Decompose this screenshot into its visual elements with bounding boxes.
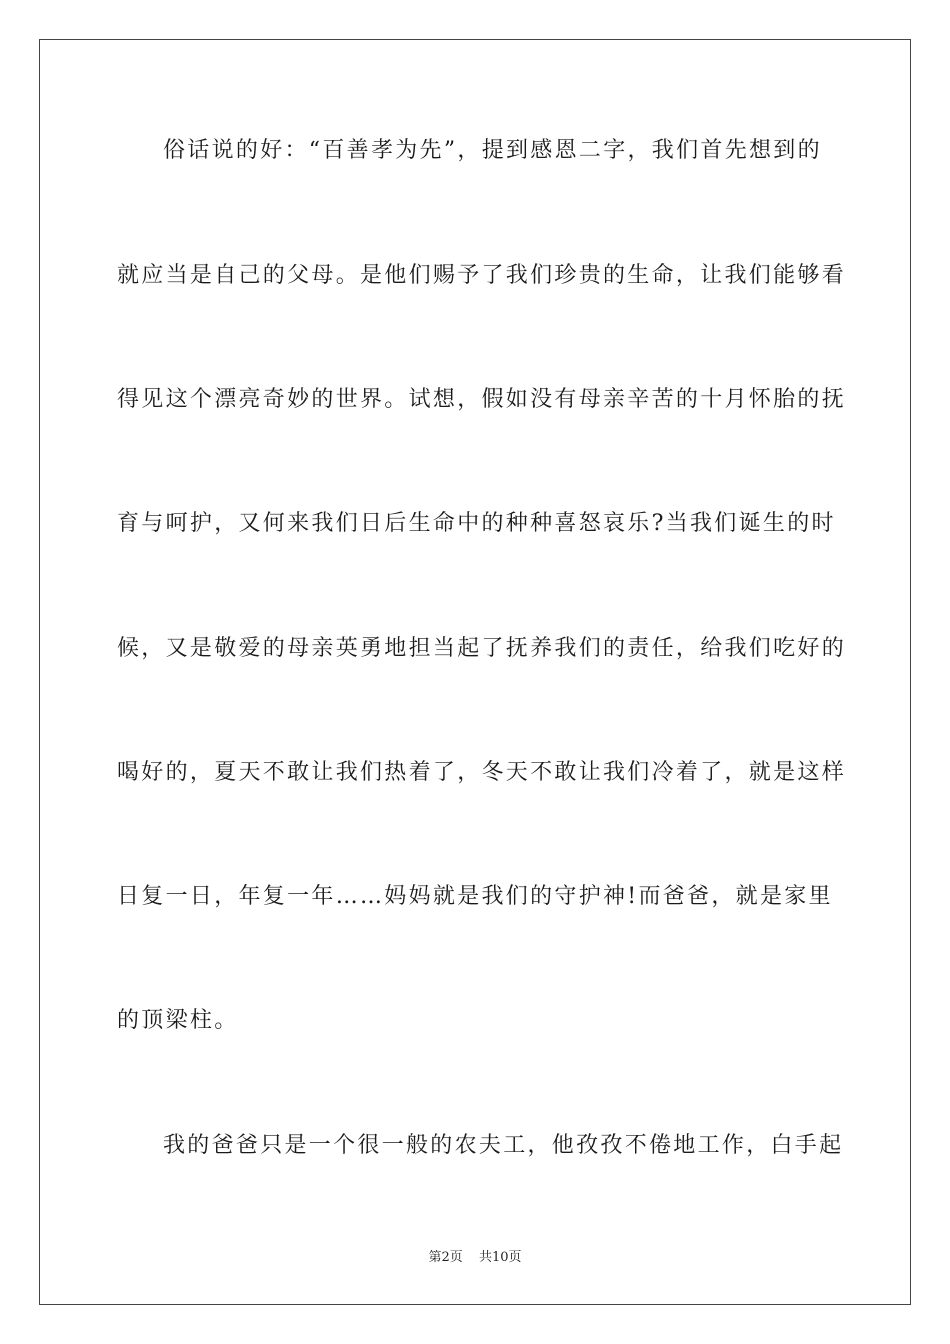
paragraph-1-line-7: 日复一日，年复一年……妈妈就是我们的守护神!而爸爸，就是家里 bbox=[117, 884, 833, 909]
paragraph-1-line-6: 喝好的，夏天不敢让我们热着了，冬天不敢让我们冷着了，就是这样 bbox=[117, 760, 847, 785]
paragraph-2-line-1: 我的爸爸只是一个很一般的农夫工，他孜孜不倦地工作，白手起 bbox=[163, 1133, 844, 1158]
paragraph-1-line-5: 候，又是敬爱的母亲英勇地担当起了抚养我们的责任，给我们吃好的 bbox=[117, 636, 847, 661]
paragraph-1-line-4: 育与呵护，又何来我们日后生命中的种种喜怒哀乐?当我们诞生的时 bbox=[117, 511, 836, 536]
page-number: 第2页 bbox=[428, 1250, 463, 1265]
page-footer bbox=[0, 1249, 950, 1267]
page-border bbox=[39, 39, 911, 1305]
paragraph-1-line-1: 俗话说的好：“百善孝为先”，提到感恩二字，我们首先想到的 bbox=[163, 138, 822, 163]
paragraph-1-line-8: 的顶梁柱。 bbox=[117, 1008, 239, 1033]
total-pages: 共10页 bbox=[478, 1250, 522, 1265]
paragraph-1-line-3: 得见这个漂亮奇妙的世界。试想，假如没有母亲辛苦的十月怀胎的抚 bbox=[117, 387, 847, 412]
paragraph-1-line-2: 就应当是自己的父母。是他们赐予了我们珍贵的生命，让我们能够看 bbox=[117, 263, 847, 288]
